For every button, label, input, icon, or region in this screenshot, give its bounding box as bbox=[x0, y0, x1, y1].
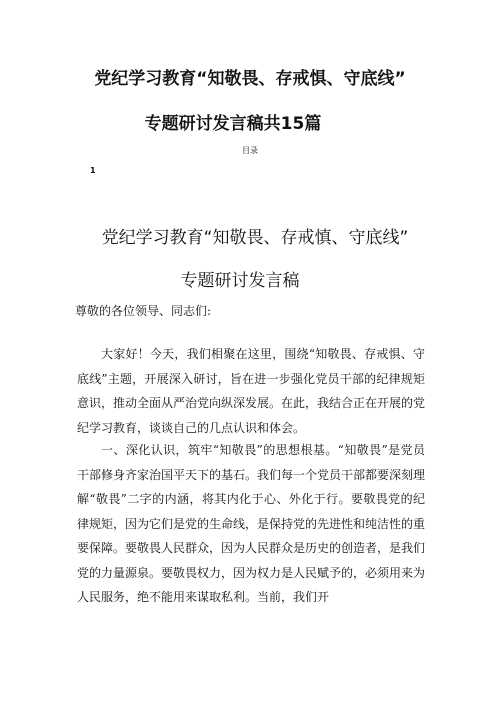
toc-page-number: 1 bbox=[90, 166, 96, 175]
section-title-line-2: 专题研讨发言稿 bbox=[180, 271, 300, 291]
document-title-line-2: 专题研讨发言稿共15篇 bbox=[144, 114, 322, 134]
document-title-line-1: 党纪学习教育“知敬畏、存戒惧、守底线” bbox=[94, 69, 406, 89]
body-paragraph-2: 一、深化认识，筑牢“知敬畏”的思想根基。“知敬畏”是党员干部修身齐家治国平天下的基石。我们每一个党员干部都要深刻理解“敬畏”二字的内涵，将其内化于心、外化于行。要敬畏党的纪律规矩，因为它们是党的生命线，是保持党的先进性和纯洁性的重要保障。要敬畏人民群众，因为人民群众是历史的创造者，是我们党的力量源泉。要敬畏权力，因为权力是人民赋予的，必须用来为人民服务，绝不能用来谋取私利。当前，我们开 bbox=[77, 443, 425, 604]
salutation: 尊敬的各位领导、同志们: bbox=[75, 304, 212, 318]
section-title-line-1: 党纪学习教育“知敬畏、存戒慎、守底线” bbox=[101, 228, 409, 248]
body-paragraph-1: 大家好！今天，我们相聚在这里，围绕“知敬畏、存戒惧、守底线”主题，开展深入研讨，旨在进一步强化党员干部的纪律规矩意识，推动全面从严治党向纵深发展。在此，我结合正在开展的党纪学习教育，谈谈自己的几点认识和体会。 bbox=[77, 347, 426, 435]
table-of-contents-label: 目录 bbox=[242, 146, 258, 155]
